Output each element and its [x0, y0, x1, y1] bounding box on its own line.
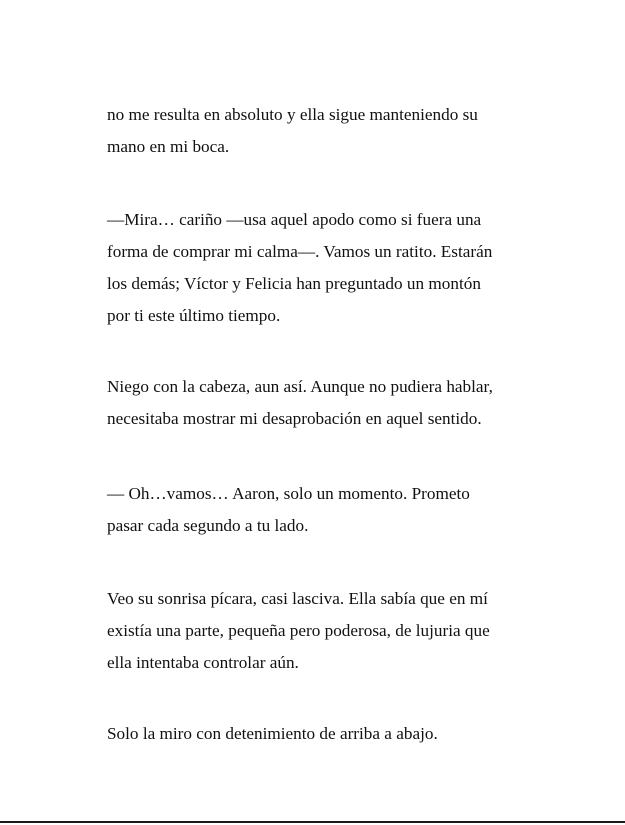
text-line: no me resulta en absoluto y ella sigue manteniendo su	[107, 105, 478, 124]
paragraph-2	[107, 204, 527, 332]
text-line: —Mira… cariño —usa aquel apodo como si fuera una	[107, 210, 482, 229]
text-line: forma de comprar mi calma—. Vamos un ratito. Estarán	[107, 242, 493, 261]
page-bottom-border	[0, 821, 625, 823]
paragraph-1	[107, 99, 527, 163]
text-line: por ti este último tiempo.	[107, 306, 281, 325]
text-line: necesitaba mostrar mi desaprobación en aquel sentido.	[107, 409, 482, 428]
text-line: mano en mi boca.	[107, 137, 230, 156]
text-line: pasar cada segundo a tu lado.	[107, 516, 309, 535]
text-line: los demás; Víctor y Felicia han preguntado un montón	[107, 274, 481, 293]
paragraph-4	[107, 478, 527, 542]
text-line: existía una parte, pequeña pero poderosa, de lujuria que	[107, 621, 490, 640]
paragraph-3	[107, 371, 527, 435]
text-line: Veo su sonrisa pícara, casi lasciva. Ella sabía que en mí	[107, 589, 488, 608]
text-line: Solo la miro con detenimiento de arriba a abajo.	[107, 724, 438, 743]
paragraph-6	[107, 718, 527, 750]
text-line: ella intentaba controlar aún.	[107, 653, 299, 672]
paragraph-5	[107, 583, 527, 679]
text-line: Niego con la cabeza, aun así. Aunque no pudiera hablar,	[107, 377, 493, 396]
text-line: — Oh…vamos… Aaron, solo un momento. Prometo	[107, 484, 470, 503]
